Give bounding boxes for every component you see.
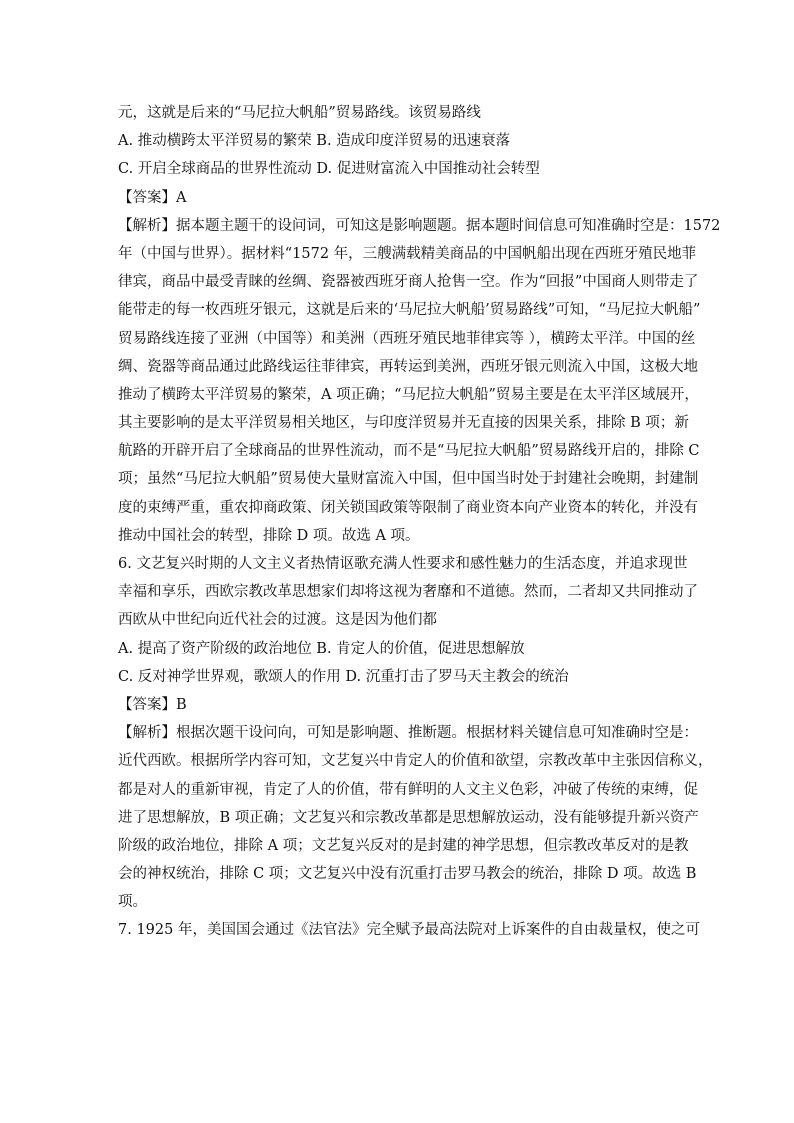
page-content: [118, 99, 721, 945]
q5-options-cd: C. 开启全球商品的世界性流动 D. 促进财富流入中国推动社会转型: [118, 161, 540, 178]
q5-analysis-line: 【解析】据本题主题干的设问词，可知这是影响题题。据本题时间信息可知准确时空是：1572: [118, 217, 721, 234]
q6-analysis-line: 阶级的政治地位，排除 A 项；文艺复兴反对的是封建的神学思想，但宗教改革反对的是教: [118, 837, 689, 854]
q6-stem-line: 6. 文艺复兴时期的人文主义者热情讴歌充满人性要求和感性魅力的生活态度，并追求现世: [118, 556, 688, 572]
q7-stem-line: 7. 1925 年，美国国会通过《法官法》完全赋予最高法院对上诉案件的自由裁量权，使之可: [118, 922, 700, 939]
q5-analysis-line: 航路的开辟开启了全球商品的世界性流动，而不是“马尼拉大帆船”贸易路线开启的，排除 C: [118, 443, 700, 460]
q5-analysis-line: 能带走的每一枚西班牙银元，这就是后来的‘马尼拉大帆船’贸易路线”可知，“马尼拉大帆船”: [118, 302, 701, 319]
q5-stem-tail: 元，这就是后来的“马尼拉大帆船”贸易路线。该贸易路线: [118, 105, 481, 121]
q6-stem-line: 西欧从中世纪向近代社会的过渡。这是因为他们都: [118, 612, 437, 629]
q6-analysis-line: 都是对人的重新审视，肯定了人的价值，带有鲜明的人文主义色彩，冲破了传统的束缚，促: [118, 781, 698, 798]
q6-answer: 【答案】B: [118, 696, 187, 713]
q6-options-cd: C. 反对神学世界观，歌颂人的作用 D. 沉重打击了罗马天主教会的统治: [118, 668, 569, 685]
q5-analysis-line: 贸易路线连接了亚洲（中国等）和美洲（西班牙殖民地菲律宾等 ），横跨太平洋。中国的丝: [118, 330, 696, 347]
q5-analysis-line: 年（中国与世界）。据材料“1572 年，三艘满载精美商品的中国帆船出现在西班牙殖民地菲: [118, 245, 697, 262]
q5-analysis-line: 推动中国社会的转型，排除 D 项。故选 A 项。: [118, 527, 420, 544]
q6-analysis-line: 近代西欧。根据所学内容可知，文艺复兴中肯定人的价值和欲望，宗教改革中主张因信称义，: [118, 753, 713, 770]
q5-analysis-line: 其主要影响的是太平洋贸易相关地区，与印度洋贸易并无直接的因果关系，排除 B 项；新: [118, 415, 689, 432]
q6-analysis-line: 【解析】根据次题干设问向，可知是影响题、推断题。根据材料关键信息可知准确时空是：: [118, 725, 698, 742]
q5-analysis-line: 度的束缚严重，重农抑商政策、闭关锁国政策等限制了商业资本向产业资本的转化，并没有: [118, 499, 698, 516]
q6-options-ab: A. 提高了资产阶级的政治地位 B. 肯定人的价值，促进思想解放: [118, 640, 525, 657]
q6-analysis-line: 项。: [118, 894, 147, 911]
q5-options-ab: A. 推动横跨太平洋贸易的繁荣 B. 造成印度洋贸易的迅速衰落: [118, 133, 511, 150]
q5-answer: 【答案】A: [118, 189, 187, 206]
q5-analysis-line: 项；虽然“马尼拉大帆船”贸易使大量财富流入中国，但中国当时处于封建社会晚期，封建制: [118, 471, 699, 488]
q6-analysis-line: 进了思想解放，B 项正确；文艺复兴和宗教改革都是思想解放运动，没有能够提升新兴资产: [118, 809, 699, 826]
q5-analysis-line: 推动了横跨太平洋贸易的繁荣，A 项正确；“马尼拉大帆船”贸易主要是在太平洋区域展开，: [118, 386, 699, 403]
q6-stem-line: 幸福和享乐，西欧宗教改革思想家们却将这视为奢靡和不道德。然而，二者却又共同推动了: [118, 584, 698, 601]
q5-analysis-line: 绸、瓷器等商品通过此路线运往菲律宾，再转运到美洲，西班牙银元则流入中国，这极大地: [118, 358, 698, 375]
q6-analysis-line: 会的神权统治，排除 C 项；文艺复兴中没有沉重打击罗马教会的统治，排除 D 项。故选 B: [118, 866, 697, 883]
q5-analysis-line: 律宾，商品中最受青睐的丝绸、瓷器被西班牙商人抢售一空。作为“回报”中国商人则带走了: [118, 274, 699, 291]
